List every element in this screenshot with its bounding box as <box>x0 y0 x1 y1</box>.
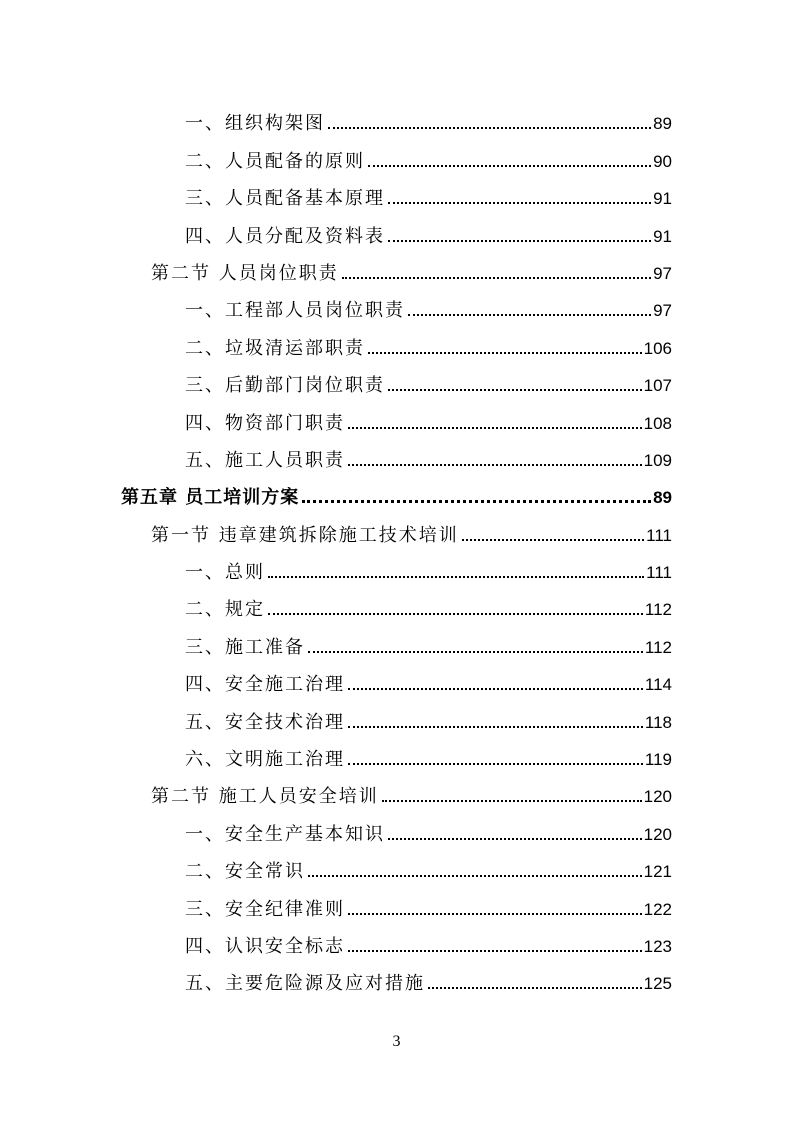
toc-entry-page: 107 <box>643 376 672 396</box>
toc-entry[interactable] <box>0 400 793 437</box>
dot-leader <box>428 987 642 989</box>
toc-entry-title: 一、组织构架图 <box>185 113 325 135</box>
toc-entry-title: 一、总则 <box>185 562 265 584</box>
toc-entry-page: 114 <box>644 675 672 695</box>
dot-leader <box>348 688 643 690</box>
toc-entry-page: 91 <box>653 226 672 246</box>
toc-entry-title: 四、安全施工治理 <box>185 674 345 696</box>
dot-leader <box>348 763 643 765</box>
toc-entry-page: 121 <box>643 862 672 882</box>
dot-leader <box>388 202 651 204</box>
toc-entry-page: 120 <box>643 787 672 807</box>
toc-entry-title: 五、主要危险源及应对措施 <box>185 973 425 995</box>
dot-leader <box>388 240 651 242</box>
toc-entry-page: 123 <box>643 936 672 956</box>
toc-entry[interactable] <box>0 849 793 886</box>
dot-leader <box>388 389 642 391</box>
toc-entry-page: 119 <box>644 750 672 770</box>
toc-entry[interactable] <box>0 288 793 325</box>
toc-entry-page: 91 <box>653 189 672 209</box>
toc-entry[interactable] <box>0 737 793 774</box>
page-number: 3 <box>392 1033 401 1050</box>
dot-leader <box>368 352 642 354</box>
toc-entry-page: 109 <box>643 450 672 470</box>
dot-leader <box>348 950 642 952</box>
toc-entry-title: 四、认识安全标志 <box>185 935 345 957</box>
toc-chapter-page: 89 <box>653 488 672 508</box>
toc-entry-page: 89 <box>653 114 672 134</box>
toc-entry-page: 118 <box>644 712 672 732</box>
toc-entry-title: 三、人员配备基本原理 <box>185 188 385 210</box>
toc-entry-title: 第一节 违章建筑拆除施工技术培训 <box>151 524 459 546</box>
toc-entry-page: 112 <box>644 637 672 657</box>
toc-entry-title: 五、施工人员职责 <box>185 449 345 471</box>
toc-entry-title: 六、文明施工治理 <box>185 749 345 771</box>
toc-entry[interactable] <box>0 138 793 175</box>
dot-leader <box>348 427 642 429</box>
dot-leader <box>348 464 642 466</box>
dot-leader <box>388 838 642 840</box>
dot-leader <box>382 800 642 802</box>
toc-entry-title: 二、安全常识 <box>185 861 305 883</box>
toc-entry-title: 三、安全纪律准则 <box>185 898 345 920</box>
table-of-contents <box>0 101 793 998</box>
toc-entry-title: 一、安全生产基本知识 <box>185 823 385 845</box>
toc-entry-page: 125 <box>643 974 672 994</box>
dot-leader <box>348 913 642 915</box>
toc-entry-title: 第二节 人员岗位职责 <box>151 262 339 284</box>
dot-leader <box>348 726 643 728</box>
toc-entry-title: 二、规定 <box>185 599 265 621</box>
toc-entry-title: 第二节 施工人员安全培训 <box>151 786 379 808</box>
toc-entry[interactable] <box>0 886 793 923</box>
toc-entry-title: 二、垃圾清运部职责 <box>185 337 365 359</box>
toc-entry-title: 四、人员分配及资料表 <box>185 225 385 247</box>
toc-entry-title: 二、人员配备的原则 <box>185 150 365 172</box>
toc-entry-page: 120 <box>643 824 672 844</box>
dot-leader <box>268 576 644 578</box>
toc-entry-page: 97 <box>653 301 672 321</box>
dot-leader <box>462 539 644 541</box>
toc-chapter-title: 第五章 员工培训方案 <box>121 487 300 509</box>
dot-leader <box>342 277 651 279</box>
toc-entry[interactable] <box>0 213 793 250</box>
toc-entry[interactable] <box>0 325 793 362</box>
toc-section-entry[interactable] <box>0 512 793 549</box>
toc-entry[interactable] <box>0 924 793 961</box>
dot-leader <box>308 651 643 653</box>
dot-leader <box>328 127 651 129</box>
dot-leader <box>268 613 643 615</box>
toc-entry[interactable] <box>0 587 793 624</box>
toc-section-entry[interactable] <box>0 774 793 811</box>
dot-leader <box>368 165 651 167</box>
dot-leader <box>308 875 642 877</box>
toc-entry[interactable] <box>0 624 793 661</box>
toc-entry[interactable] <box>0 662 793 699</box>
toc-entry[interactable] <box>0 961 793 998</box>
toc-entry[interactable] <box>0 550 793 587</box>
toc-entry-page: 108 <box>643 413 672 433</box>
toc-entry-title: 四、物资部门职责 <box>185 412 345 434</box>
toc-entry-title: 一、工程部人员岗位职责 <box>185 300 405 322</box>
dot-leader <box>302 500 651 503</box>
toc-entry-title: 三、施工准备 <box>185 636 305 658</box>
toc-entry[interactable] <box>0 438 793 475</box>
toc-entry[interactable] <box>0 699 793 736</box>
toc-entry-title: 五、安全技术治理 <box>185 711 345 733</box>
toc-entry-page: 112 <box>644 600 672 620</box>
toc-entry-page: 111 <box>646 525 672 545</box>
toc-entry-title: 三、后勤部门岗位职责 <box>185 375 385 397</box>
toc-entry[interactable] <box>0 363 793 400</box>
toc-entry-page: 90 <box>653 151 672 171</box>
toc-entry[interactable] <box>0 101 793 138</box>
dot-leader <box>408 314 651 316</box>
toc-section-entry[interactable] <box>0 251 793 288</box>
toc-entry[interactable] <box>0 176 793 213</box>
toc-chapter-entry[interactable] <box>0 475 793 512</box>
toc-entry[interactable] <box>0 811 793 848</box>
toc-entry-page: 111 <box>646 563 672 583</box>
toc-entry-page: 106 <box>643 338 672 358</box>
toc-entry-page: 122 <box>643 899 672 919</box>
toc-entry-page: 97 <box>653 263 672 283</box>
